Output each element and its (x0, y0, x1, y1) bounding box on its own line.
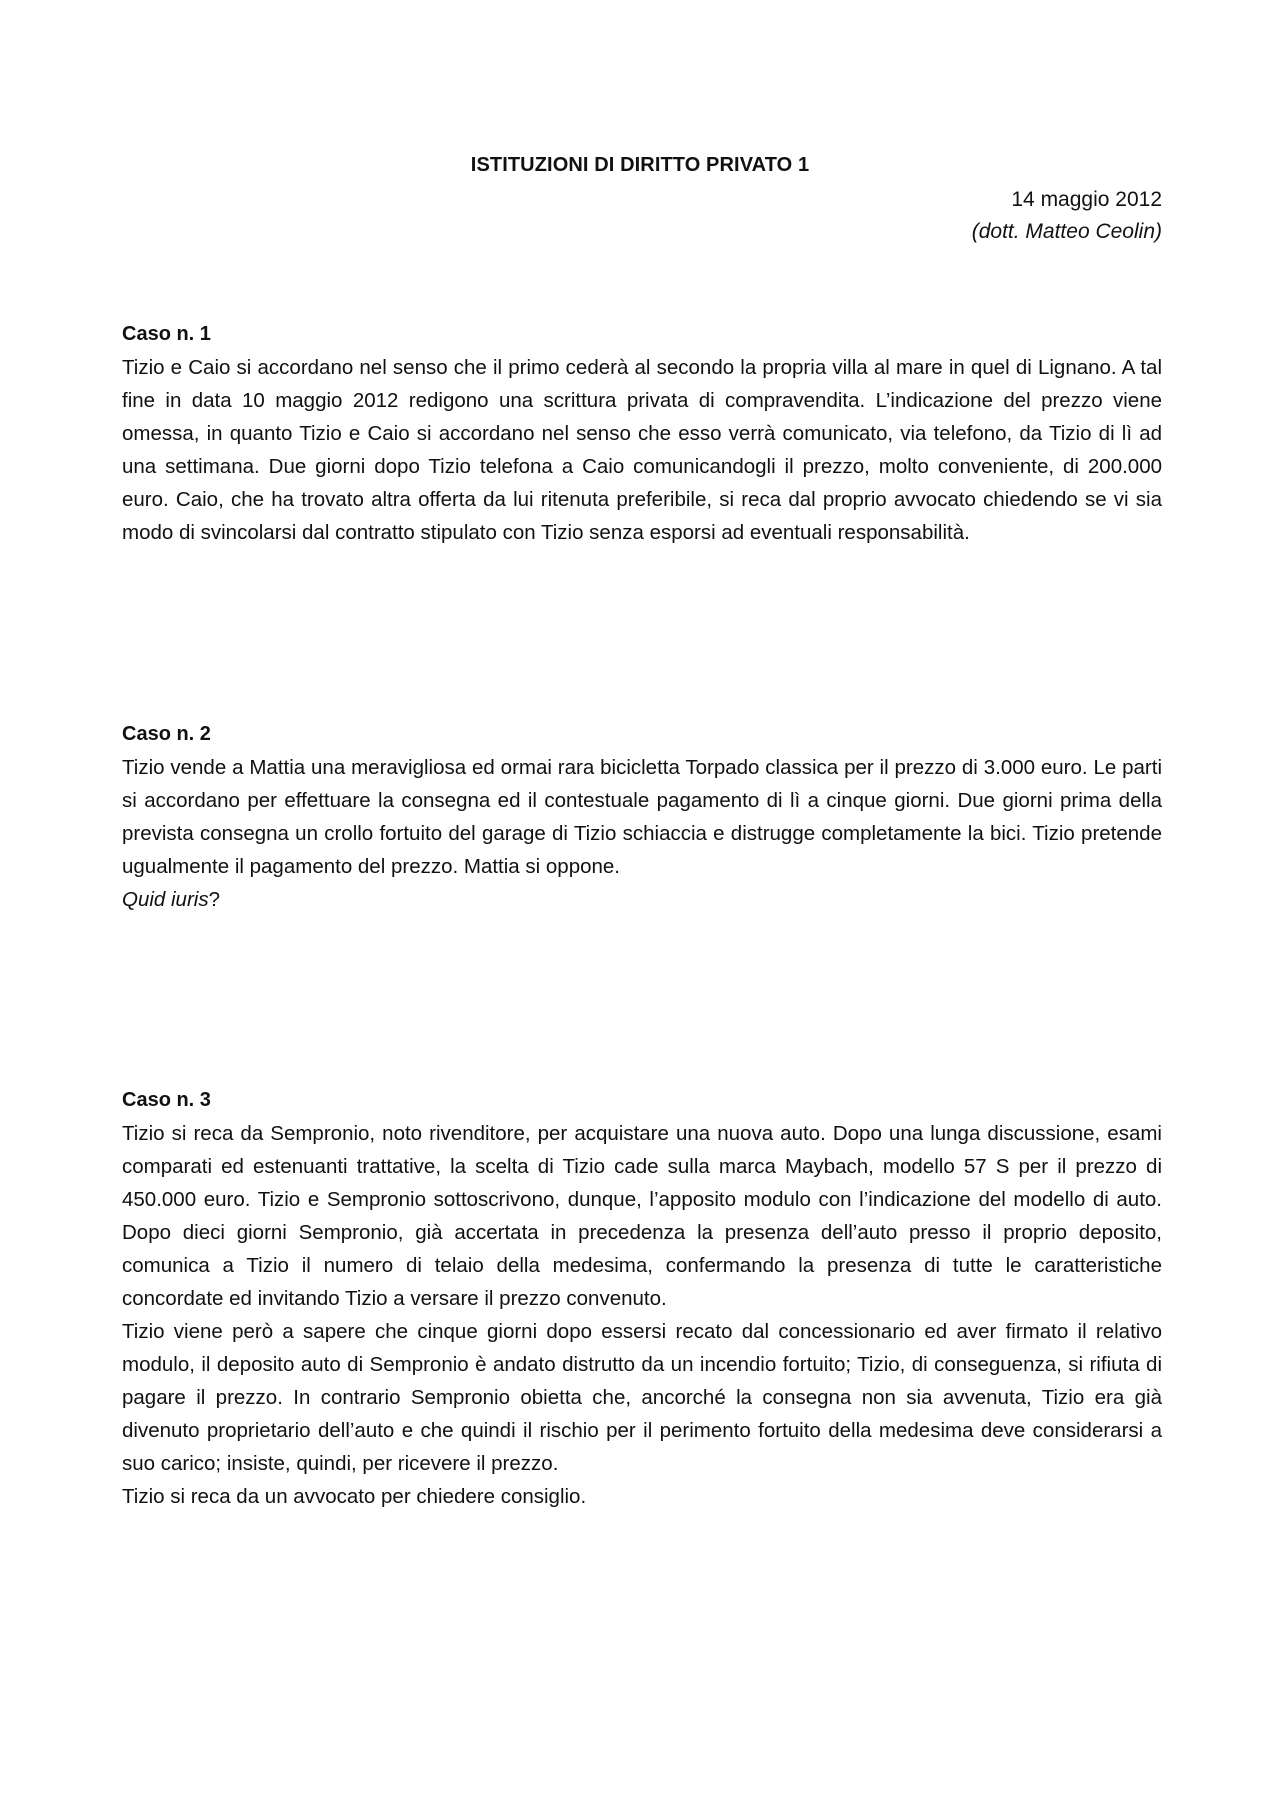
case-2-question (122, 883, 1162, 916)
case-2-question-mark: ? (208, 888, 220, 911)
case-2-paragraph-1: Tizio vende a Mattia una meravigliosa ed ormai rara bicicletta Torpado classica per il prezzo di 3.000 euro. Le parti si accordano per effettuare la consegna ed il contestuale pagamento di lì a cinque giorni. Due giorni prima della prevista consegna un crollo fortuito del garage di Tizio schiaccia e distrugge completamente la bici. Tizio pretende ugualmente il pagamento del prezzo. Mattia si oppone. (122, 756, 1162, 878)
case-1-paragraph-1: Tizio e Caio si accordano nel senso che il primo cederà al secondo la propria villa al mare in quel di Lignano. A tal fine in data 10 maggio 2012 redigono una scrittura privata di compravendita. L’indicazione del prezzo viene omessa, in quanto Tizio e Caio si accordano nel senso che esso verrà comunicato, via telefono, da Tizio di lì ad una settimana. Due giorni dopo Tizio telefona a Caio comunicandogli il prezzo, molto conveniente, di 200.000 euro. Caio, che ha trovato altra offerta da lui ritenuta preferibile, si reca dal proprio avvocato chiedendo se vi sia modo di svincolarsi dal contratto stipulato con Tizio senza esporsi ad eventuali responsabilità. (122, 356, 1162, 544)
document-author: (dott. Matteo Ceolin) (971, 220, 1162, 243)
case-3-title: Caso n. 3 (122, 1089, 211, 1111)
case-3 (122, 1084, 1162, 1513)
case-1 (122, 318, 1162, 549)
case-3-paragraph-2: Tizio viene però a sapere che cinque giorni dopo essersi recato dal concessionario ed aver firmato il relativo modulo, il deposito auto di Sempronio è andato distrutto da un incendio fortuito; Tizio, di conseguenza, si rifiuta di pagare il prezzo. In contrario Sempronio obietta che, ancorché la consegna non sia avvenuta, Tizio era già divenuto proprietario dell’auto e che quindi il rischio per il perimento fortuito della medesima deve considerarsi a suo carico; insiste, quindi, per ricevere il prezzo. (122, 1320, 1162, 1475)
case-3-paragraph-3: Tizio si reca da un avvocato per chiedere consiglio. (122, 1485, 587, 1508)
document-title: ISTITUZIONI DI DIRITTO PRIVATO 1 (470, 154, 810, 176)
case-2 (122, 718, 1162, 916)
case-3-paragraph-1: Tizio si reca da Sempronio, noto rivenditore, per acquistare una nuova auto. Dopo una lunga discussione, esami comparati ed estenuanti trattative, la scelta di Tizio cade sulla marca Maybach, modello 57 S per il prezzo di 450.000 euro. Tizio e Sempronio sottoscrivono, dunque, l’apposito modulo con l’indicazione del modello di auto. Dopo dieci giorni Sempronio, già accertata in precedenza la presenza dell’auto presso il proprio deposito, comunica a Tizio il numero di telaio della medesima, confermando la presenza di tutte le caratteristiche concordate ed invitando Tizio a versare il prezzo convenuto. (122, 1122, 1162, 1310)
document-date: 14 maggio 2012 (1011, 188, 1162, 211)
case-1-title: Caso n. 1 (122, 323, 211, 345)
case-2-title: Caso n. 2 (122, 723, 211, 745)
case-2-question-italic: Quid iuris (122, 888, 209, 911)
